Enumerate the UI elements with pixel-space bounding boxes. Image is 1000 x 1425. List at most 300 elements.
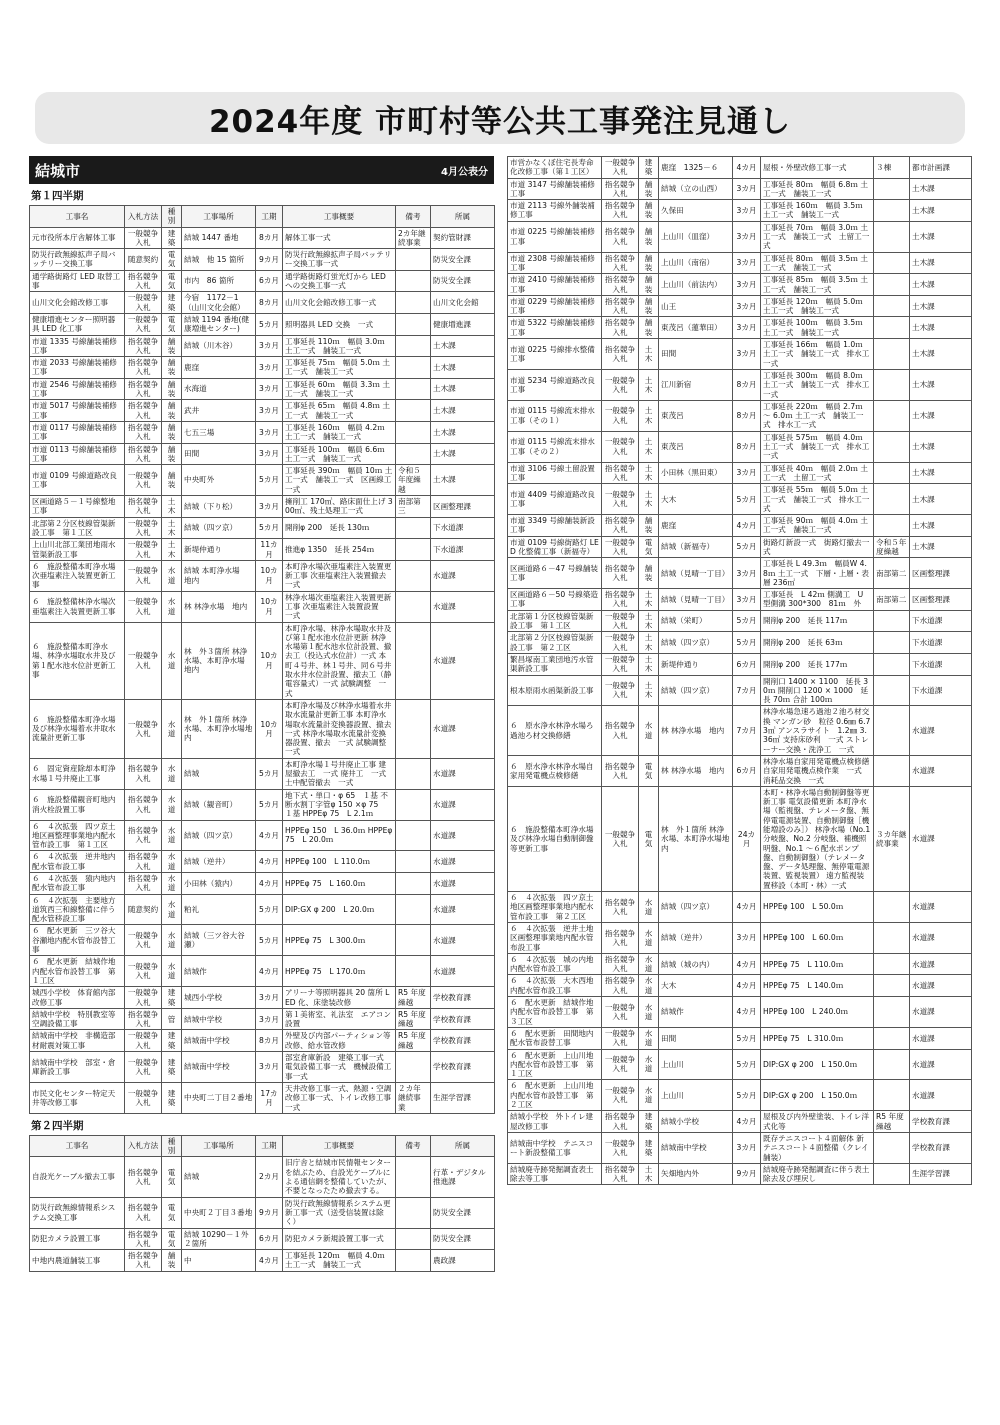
table-cell: 市道 0109 号線街路灯 LED 化整備工事（新福寺） [508,536,602,558]
table-cell: 一般競争入札 [125,699,162,758]
table-cell [874,317,910,339]
table-cell: 防災行政無線情報系システム更新工事一式（送受信装置は除く） [283,1197,396,1228]
table-cell: 市内 86 箇所 [182,270,256,292]
table-cell: 建築 [162,987,182,1009]
table-cell: DIP:GX φ 200 L 150.0ｍ [761,1080,874,1111]
table-cell: 随意契約 [125,249,162,271]
table-cell: 水道課 [910,892,972,923]
table-cell: 舗装 [162,357,182,379]
table-cell: 市道 2410 号線舗装補修工事 [508,274,602,296]
table-cell: 市道 0113 号線舗装補修工事 [30,443,125,465]
table-cell [874,922,910,953]
table-cell: 一般競争入札 [125,987,162,1009]
table-cell: 上山川北部工業団地雨水管渠新設工事 [30,539,125,561]
table-cell: 小田林（黒田東） [659,462,733,484]
table-cell: 指名競争入札 [125,1008,162,1030]
table-cell: 指名競争入札 [125,758,162,789]
table-cell: 鹿窪 1325－６ [659,157,733,179]
table-cell [396,789,431,820]
table-cell: 電気 [639,536,659,558]
table-cell: 結城（見晴一丁目） [659,589,733,611]
table-cell: 10カ月 [256,591,283,622]
table-cell: 行革・デジタル推進課 [431,1157,495,1197]
table-cell: 8カ月 [733,400,761,431]
table-cell: 開削φ 200 延長 177ｍ [761,653,874,675]
table-cell: 水道課 [431,894,495,925]
table-cell: 舗装 [639,515,659,537]
table-cell: 土木 [639,675,659,706]
table-cell: 舗装 [162,1250,182,1272]
table-cell: 新堤仲通り [182,539,256,561]
table-cell: 3カ月 [733,589,761,611]
table-cell [396,378,431,400]
table-cell: 指名競争入札 [125,1228,162,1250]
table-cell: 5カ月 [733,632,761,654]
table-cell: 4カ月 [733,997,761,1028]
city-name: 結城市 [35,161,81,180]
table-row [508,1027,972,1049]
table-cell: 市営かなくぼ住宅長寿命化改修工事（第１工区） [508,157,602,179]
table-cell: 水道 [162,591,182,622]
table-cell: 林浄水場急速ろ過池２池ろ材交換 マンガン砂 粒径 0.6㎜ 6.73㎥ アンスラサイト 1.2㎜ 3.36㎥ 支持床砂利 一式 ストレーナー交換・洗浄工 一式 [761,706,874,755]
table-cell: 田間 [182,443,256,465]
period-label: 第２四半期 [31,1119,84,1132]
table-row [30,227,495,249]
table-cell: 電気 [639,755,659,786]
table-cell [396,956,431,987]
table-cell: 武井 [182,400,256,422]
table-row [508,589,972,611]
table-cell: 水道課 [431,789,495,820]
table-cell: 5カ月 [733,610,761,632]
table-cell: 水道 [162,758,182,789]
table-cell: 市道 0115 号線流末排水工事（その２） [508,431,602,462]
table-cell: 建築 [162,1030,182,1052]
table-cell: 5カ月 [733,1080,761,1111]
table-cell: 指名競争入札 [602,295,639,317]
table-cell: 一般競争入札 [125,622,162,699]
table-cell: 学校教育課 [910,1111,972,1133]
table-cell: 水道 [639,892,659,923]
table-cell: 鹿窪 [659,515,733,537]
table-cell: 東茂呂 [659,400,733,431]
table-cell: 管 [162,1008,182,1030]
table-cell [874,462,910,484]
table-cell: 水道課 [431,591,495,622]
table-cell: 土木課 [910,317,972,339]
table-cell: 本町浄水場次亜塩素注入装置更新工事 次亜塩素注入装置撤去 一式 [283,560,396,591]
table-cell [874,1027,910,1049]
table-row [30,1008,495,1030]
table-cell: 上山川（前法内） [659,274,733,296]
table-cell: 自設光ケーブル撤去工事 [30,1157,125,1197]
table-cell: 林浄水場次亜塩素注入装置更新工事 次亜塩素注入装置設置 一式 [283,591,396,622]
table-cell: 4カ月 [256,851,283,873]
table-cell: 一般競争入札 [602,632,639,654]
table-cell: 24カ月 [733,786,761,891]
table-cell: 2カ月 [256,1157,283,1197]
table-row [508,317,972,339]
table-cell: 指名競争入札 [125,851,162,873]
table-cell: 結城（逆井） [182,851,256,873]
table-row [508,892,972,923]
table-cell: 舗装 [162,443,182,465]
table-cell: 結城南中学校 部室・倉庫新設工事 [30,1052,125,1083]
table-cell: 結城南中学校 [182,1030,256,1052]
table-cell: 水道 [639,706,659,755]
table-row [508,400,972,431]
table-cell: 5カ月 [256,925,283,956]
table-row [30,313,495,335]
table-cell: 舗装 [639,317,659,339]
table-cell: HPPEφ 150 L 36.0ｍ HPPEφ 75 L 20.0ｍ [283,820,396,851]
table-cell: 3カ月 [733,462,761,484]
table-cell: 結城（四ツ京） [182,517,256,539]
table-cell: 開削口 1400 × 1100 延長 30ｍ 開削口 1200 × 1000 延長 70ｍ 合計 100ｍ [761,675,874,706]
table-cell [396,292,431,314]
table-cell: 防災安全課 [431,1228,495,1250]
table-cell: 外壁及び内部パーティション等改修、給水管改修 [283,1030,396,1052]
table-cell: 結城（三ツ谷大谷瀬） [182,925,256,956]
table-cell: 土木課 [910,295,972,317]
table-cell [874,200,910,222]
table-row [508,515,972,537]
table-cell [396,270,431,292]
column-header: 備考 [396,206,431,228]
table-cell: 4カ月 [733,953,761,975]
table-cell: 土木課 [910,400,972,431]
table-cell: 9カ月 [733,1163,761,1185]
table-cell: ６ ４次拡張 四ツ京土地区画整理事業地内配水管布設工事 第２工区 [508,892,602,923]
table-cell: 防災安全課 [431,270,495,292]
table-row [30,789,495,820]
table-row [508,706,972,755]
table-cell: 通学路街路灯蛍光灯から LED への交換工事一式 [283,270,396,292]
table-cell: 生涯学習課 [910,1163,972,1185]
table-cell: 一般競争入札 [602,610,639,632]
table-cell: 指名競争入札 [602,221,639,252]
table-cell [396,873,431,895]
table-cell: ６ 配水更新 上山川地内配水管布設替工事 第２工区 [508,1080,602,1111]
table-cell: 結城 他 15 箇所 [182,249,256,271]
table-cell: 工事延長 575ｍ 幅員 4.0ｍ 土工一式 舗装工一式 排水工一式 [761,431,874,462]
table-cell: 矢畑地内外 [659,1163,733,1185]
table-cell: 開削φ 200 延長 117ｍ [761,610,874,632]
table-cell: 契約管財課 [431,227,495,249]
table-cell: 土木課 [910,339,972,370]
table-row [508,1080,972,1111]
announce-label: 4月公表分 [441,166,488,178]
table-cell: 水道 [639,922,659,953]
table-cell: HPPEφ 75 L 110.0ｍ [761,953,874,975]
table-cell: 工事延長 L 42ｍ 側溝工 U 型側溝 300*300 81ｍ 外 [761,589,874,611]
city-header [29,156,494,184]
table-cell: 健康増進センター照明器具 LED 化工事 [30,313,125,335]
table-cell: 土木課 [431,357,495,379]
table-cell: 結城作 [659,997,733,1028]
column-header: 工期 [256,206,283,228]
table-cell [874,1132,910,1163]
table-cell: 一般競争入札 [602,653,639,675]
table-cell: 土木 [639,484,659,515]
table-cell: 既存テニスコート４面解体 新テニスコート４面整備（クレイ舗装） [761,1132,874,1163]
table-cell: 下水道課 [910,675,972,706]
table-cell: 2カ年継続事業 [396,227,431,249]
table-cell: 中央町２丁目３番地 [182,1197,256,1228]
table-cell: 一般競争入札 [602,431,639,462]
table-cell: 3カ月 [733,252,761,274]
table-cell: 山王 [659,295,733,317]
table-cell: 5カ月 [256,758,283,789]
table-cell: 学校教育課 [431,1052,495,1083]
table-cell: 東茂呂 [659,431,733,462]
table-cell: 結城中学校 特別教室等空調設備工事 [30,1008,125,1030]
table-cell: 5カ月 [733,1027,761,1049]
table-cell: 水道 [162,851,182,873]
table-cell: 工事延長 300ｍ 幅員 8.0ｍ 土工一式 舗装工一式 排水工一式 [761,369,874,400]
page-title: 2024年度 市町村等公共工事発注見通し [208,103,792,140]
table-cell: 中央町外 [182,465,256,496]
table-cell: 指名競争入札 [602,1163,639,1185]
table-cell: 7カ月 [733,706,761,755]
table-cell: 一般競争入札 [125,1082,162,1113]
table-cell: 建築 [162,292,182,314]
table-cell: 中央町二丁目２番地 [182,1082,256,1113]
table-cell: アリーナ等照明器具 20 箇所 LED 化、床塗装改修 [283,987,396,1009]
table-cell: 結城（逆井） [659,922,733,953]
table-cell: 4カ月 [733,1111,761,1133]
table-cell: 山川文化会館改修工事 [30,292,125,314]
table-cell: 水道課 [431,956,495,987]
table-row [30,496,495,518]
table-cell: 10カ月 [256,560,283,591]
table-cell [874,369,910,400]
column-header: 工期 [256,1135,283,1157]
table-cell: 土木 [639,589,659,611]
table-cell: 6カ月 [733,653,761,675]
table-cell: 水道課 [910,953,972,975]
table-cell: 一般競争入札 [602,400,639,431]
table-cell: 指名競争入札 [125,270,162,292]
column-header: 工事概要 [283,206,396,228]
table-cell: 水道 [162,820,182,851]
table-cell: 田間 [659,339,733,370]
table-cell: 一般競争入札 [602,369,639,400]
table-cell: 結城（立の山西） [659,178,733,200]
table-cell: 区画道路６－50 号線築造工事 [508,589,602,611]
table-cell: 区画整理課 [910,589,972,611]
table-cell: 工事延長 100ｍ 幅員 3.5ｍ 土工一式 舗装工一式 [761,317,874,339]
table-cell: 指名競争入札 [125,335,162,357]
table-cell: 市道 2033 号線舗装補修工事 [30,357,125,379]
table-cell: 山川文化会館改修工事一式 [283,292,396,314]
table-cell: 建築 [162,227,182,249]
table-cell: 4カ月 [733,892,761,923]
table-cell: 南部第二 [874,558,910,589]
table-cell: 上山川 [659,1080,733,1111]
table-cell: 繁昌塚南工業団地汚水管渠新設工事 [508,653,602,675]
table-cell: R5 年度繰越 [874,1111,910,1133]
table-cell: 8カ月 [256,1030,283,1052]
table-cell: 市道 1335 号線舗装補修工事 [30,335,125,357]
table-cell: 工事延長 70ｍ 幅員 3.0ｍ 土工一式 舗装工一式 土留工一式 [761,221,874,252]
table-cell: 令和５年度繰越 [396,465,431,496]
table-cell: 随意契約 [125,894,162,925]
table-cell: 17カ月 [256,1082,283,1113]
column-header: 工事場所 [182,1135,256,1157]
table-row [30,699,495,758]
table-cell: 舗装 [639,252,659,274]
table-cell: 結城（城の内） [659,953,733,975]
table-cell: 工事延長 120ｍ 幅員 4.0ｍ 土工一式 舗装工一式 [283,1250,396,1272]
table-cell: 4カ月 [256,820,283,851]
table-cell: 建築 [639,1111,659,1133]
table-row [508,178,972,200]
table-cell: 一般競争入札 [125,1030,162,1052]
table-cell [396,622,431,699]
table-cell: 防災安全課 [431,1197,495,1228]
table-cell: 指名競争入札 [602,558,639,589]
table-cell: 上山川（皿窪） [659,221,733,252]
table-cell: 鹿窪 [182,357,256,379]
table-cell: 結城 [182,758,256,789]
table-cell [874,295,910,317]
table-cell: 土木課 [910,252,972,274]
table-cell: 工事延長 80ｍ 幅員 3.5ｍ 土工一式 舗装工一式 [761,252,874,274]
table-cell: 下水道課 [431,539,495,561]
table-cell: 指名競争入札 [125,789,162,820]
table-row [30,873,495,895]
table-cell: 市道 0229 号線舗装補修工事 [508,295,602,317]
table-cell: 中 [182,1250,256,1272]
table-row [508,431,972,462]
table-row [508,1111,972,1133]
table-cell: 指名競争入札 [602,339,639,370]
table-cell: 結城南中学校 [182,1052,256,1083]
table-cell [396,517,431,539]
table-cell: 工事延長 160ｍ 幅員 4.2ｍ 土工一式 舗装工一式 [283,421,396,443]
table-cell: 区画整理課 [431,496,495,518]
table-cell: 結城（下り松） [182,496,256,518]
table-cell: R5 年度繰越 [396,987,431,1009]
table-row [508,786,972,891]
table-cell: 土木 [639,339,659,370]
table-cell: 舗装 [162,421,182,443]
table-cell [396,1157,431,1197]
table-cell [874,431,910,462]
table-cell: 土木課 [431,400,495,422]
table-cell: 屋根・外壁改修工事一式 [761,157,874,179]
table-cell: 第１美術室、礼法室 エアコン設置 [283,1008,396,1030]
table-cell: 天井改修工事一式、熱源・空調改修工事一式、トイレ改修工事一式 [283,1082,396,1113]
table-cell: 水道 [162,789,182,820]
column-header: 入札方法 [125,1135,162,1157]
table-cell: 上山川（南宿） [659,252,733,274]
table-cell [396,925,431,956]
column-header: 種別 [162,1135,182,1157]
table-cell: 建築 [162,1052,182,1083]
table-cell: 工事延長 80ｍ 幅員 6.8ｍ 土工一式 舗装工一式 [761,178,874,200]
table-cell [396,1197,431,1228]
table-cell: 水道 [162,956,182,987]
table-cell: ６ 施設整備本町浄水場及び林浄水場着水井取水流量計更新工事 [30,699,125,758]
table-row [508,1049,972,1080]
table-cell: ３カ年継続事業 [874,786,910,891]
table-cell [396,313,431,335]
table-cell: HPPEφ 100 L 110.0ｍ [283,851,396,873]
table-cell: 一般競争入札 [602,157,639,179]
table-cell: 工事延長 L 49.3ｍ 幅員W 4.8ｍ 土工一式 下層・上層・表層 236㎡ [761,558,874,589]
table-cell: 林 林浄水場 地内 [659,706,733,755]
table-cell: 舗装 [639,178,659,200]
table-cell: 健康増進課 [431,313,495,335]
table-cell [396,1250,431,1272]
table-cell: 3カ月 [733,221,761,252]
table-cell: ６ ４次拡張 逆井土地区画整理事業地内配水管布設工事 [508,922,602,953]
table-cell [874,1049,910,1080]
table-row [508,274,972,296]
table-cell: 電気 [162,1197,182,1228]
table-cell [874,632,910,654]
table-cell [396,851,431,873]
table-cell: 一般競争入札 [125,591,162,622]
table-row [30,270,495,292]
table-cell: 水道 [162,873,182,895]
table-cell: 舗装 [162,400,182,422]
table-cell: 新堤仲通り [659,653,733,675]
table-cell: 5カ月 [256,894,283,925]
table-cell: 市道 3349 号線舗装新設工事 [508,515,602,537]
table-cell: 城西小学校 [182,987,256,1009]
table-cell: 一般競争入札 [125,539,162,561]
table-cell: 大木 [659,975,733,997]
table-cell: 結城作 [182,956,256,987]
table-cell: 防犯カメラ設置工事 [30,1228,125,1250]
table-cell: 土木 [639,1163,659,1185]
table-row [30,956,495,987]
works-table-q2b [507,156,972,1185]
table-cell: 下水道課 [910,610,972,632]
table-row [508,157,972,179]
table-cell: 林浄水場自家用発電機点検修繕 自家用発電機点検作業 一式 消耗品交換 一式 [761,755,874,786]
table-row [508,295,972,317]
table-cell: 水道課 [431,622,495,699]
table-cell: 結城廃寺跡発掘調査表土除去等工事 [508,1163,602,1185]
table-cell: 工事延長 390ｍ 幅員 10ｍ 土工一式 舗装工一式 区画線工一式 [283,465,396,496]
table-cell: 城西小学校 体育館内部改修工事 [30,987,125,1009]
table-cell: 6カ月 [256,270,283,292]
table-cell: 電気 [162,1228,182,1250]
table-cell: 3カ月 [256,1008,283,1030]
table-cell: 七五三場 [182,421,256,443]
table-cell: 水道 [162,622,182,699]
table-cell: DIP:GX φ 200 L 20.0ｍ [283,894,396,925]
table-cell: 土木 [639,431,659,462]
table-cell: 舗装 [639,274,659,296]
table-cell: 林 林浄水場 地内 [182,591,256,622]
table-cell: 南部第二 [874,589,910,611]
table-cell: 通学路街路灯 LED 取替工事 [30,270,125,292]
table-cell: 3カ月 [256,335,283,357]
table-cell [396,249,431,271]
table-row [508,221,972,252]
table-row [508,975,972,997]
table-row [30,560,495,591]
table-row [30,421,495,443]
table-cell: 8カ月 [256,227,283,249]
table-cell: 粕礼 [182,894,256,925]
table-cell: 舗装 [639,558,659,589]
